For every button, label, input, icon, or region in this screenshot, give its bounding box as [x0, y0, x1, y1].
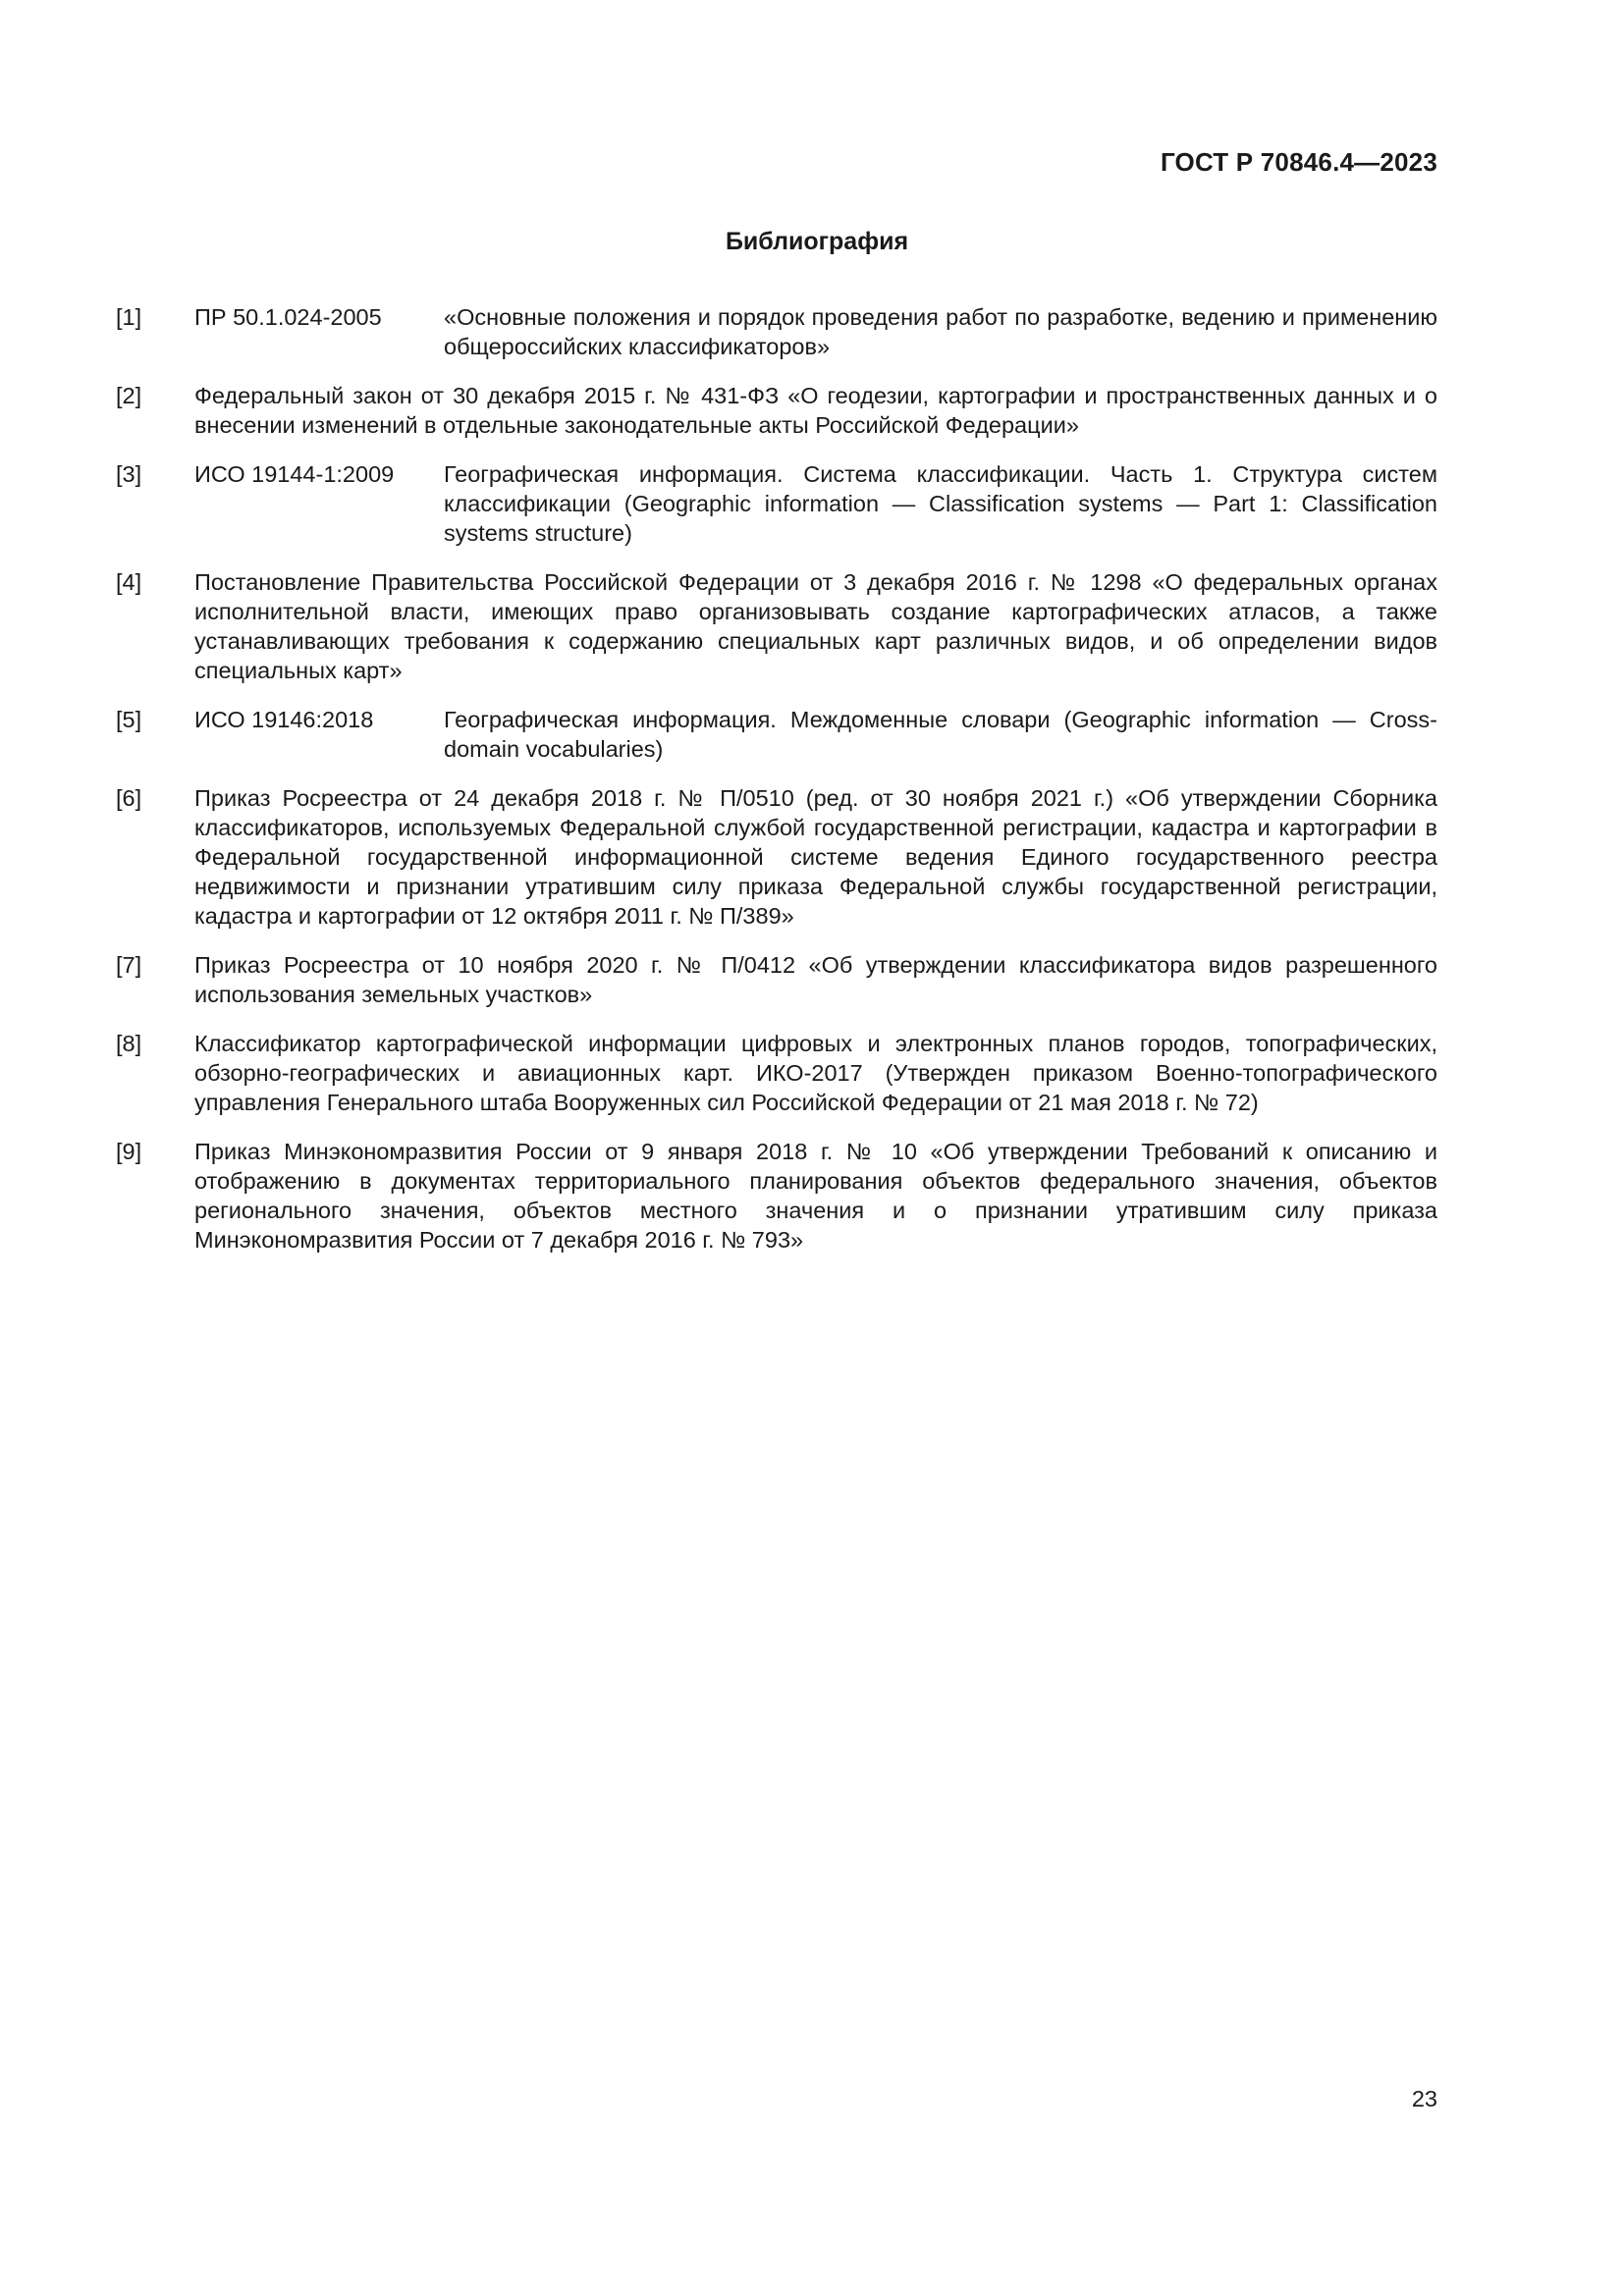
bibliography-entry-8: [116, 1029, 1437, 1117]
document-code-header: ГОСТ Р 70846.4—2023: [1160, 147, 1437, 177]
entry-text: Географическая информация. Междоменные словари (Geographic information — Cross-domain vocabularies): [444, 707, 1437, 762]
bibliography-entry-4: [116, 567, 1437, 685]
entry-number: [9]: [116, 1139, 142, 1164]
bibliography-list: [116, 302, 1437, 1274]
entry-number: [3]: [116, 461, 142, 487]
entry-text: Приказ Росреестра от 24 декабря 2018 г. № П/0510 (ред. от 30 ноября 2021 г.) «Об утверждении Сборника классификаторов, используемых Федеральной службой государственной регистрации, кадастра и картографии в Федеральной государственной информационной системе ведения Единого государственного реестра недвижимости и признании утратившим силу приказа Федеральной службы государственной регистрации, кадастра и картографии от 12 октября 2011 г. № П/389»: [194, 785, 1437, 929]
bibliography-entry-6: [116, 783, 1437, 931]
bibliography-entry-2: [116, 381, 1437, 440]
entry-number: [1]: [116, 304, 142, 330]
entry-text: Федеральный закон от 30 декабря 2015 г. № 431-ФЗ «О геодезии, картографии и пространственных данных и о внесении изменений в отдельные законодательные акты Российской Федерации»: [194, 383, 1437, 438]
entry-text: Приказ Минэкономразвития России от 9 января 2018 г. № 10 «Об утверждении Требований к описанию и отображению в документах территориального планирования объектов федерального значения, объектов регионального значения, объектов местного значения и о признании утратившим силу приказа Минэкономразвития России от 7 декабря 2016 г. № 793»: [194, 1139, 1437, 1253]
entry-text: Классификатор картографической информации цифровых и электронных планов городов, топографических, обзорно-географических и авиационных карт. ИКО-2017 (Утвержден приказом Военно-топографического управления Генерального штаба Вооруженных сил Российской Федерации от 21 мая 2018 г. № 72): [194, 1031, 1437, 1115]
entry-number: [8]: [116, 1031, 142, 1056]
entry-code: ПР 50.1.024-2005: [194, 304, 382, 330]
bibliography-entry-5: [116, 705, 1437, 764]
bibliography-entry-7: [116, 950, 1437, 1009]
entry-text: Постановление Правительства Российской Федерации от 3 декабря 2016 г. № 1298 «О федеральных органах исполнительной власти, имеющих право организовывать создание картографических атласов, а также устанавливающих требования к содержанию специальных карт различных видов, и об определении видов специальных карт»: [194, 569, 1437, 683]
section-title: Библиография: [725, 228, 909, 255]
bibliography-entry-9: [116, 1137, 1437, 1255]
entry-code: ИСО 19146:2018: [194, 707, 374, 732]
entry-code: ИСО 19144-1:2009: [194, 461, 395, 487]
entry-number: [2]: [116, 383, 142, 408]
entry-text: «Основные положения и порядок проведения работ по разработке, ведению и применению общероссийских классификаторов»: [444, 304, 1437, 359]
page-number: 23: [1411, 2086, 1437, 2111]
entry-number: [5]: [116, 707, 142, 732]
entry-number: [4]: [116, 569, 142, 595]
entry-text: Приказ Росреестра от 10 ноября 2020 г. № П/0412 «Об утверждении классификатора видов разрешенного использования земельных участков»: [194, 952, 1437, 1007]
bibliography-entry-1: [116, 302, 1437, 361]
entry-text: Географическая информация. Система классификации. Часть 1. Структура систем классификации (Geographic information — Classification systems — Part 1: Classification systems structure): [444, 461, 1437, 546]
entry-number: [6]: [116, 785, 142, 811]
bibliography-entry-3: [116, 459, 1437, 548]
entry-number: [7]: [116, 952, 142, 978]
